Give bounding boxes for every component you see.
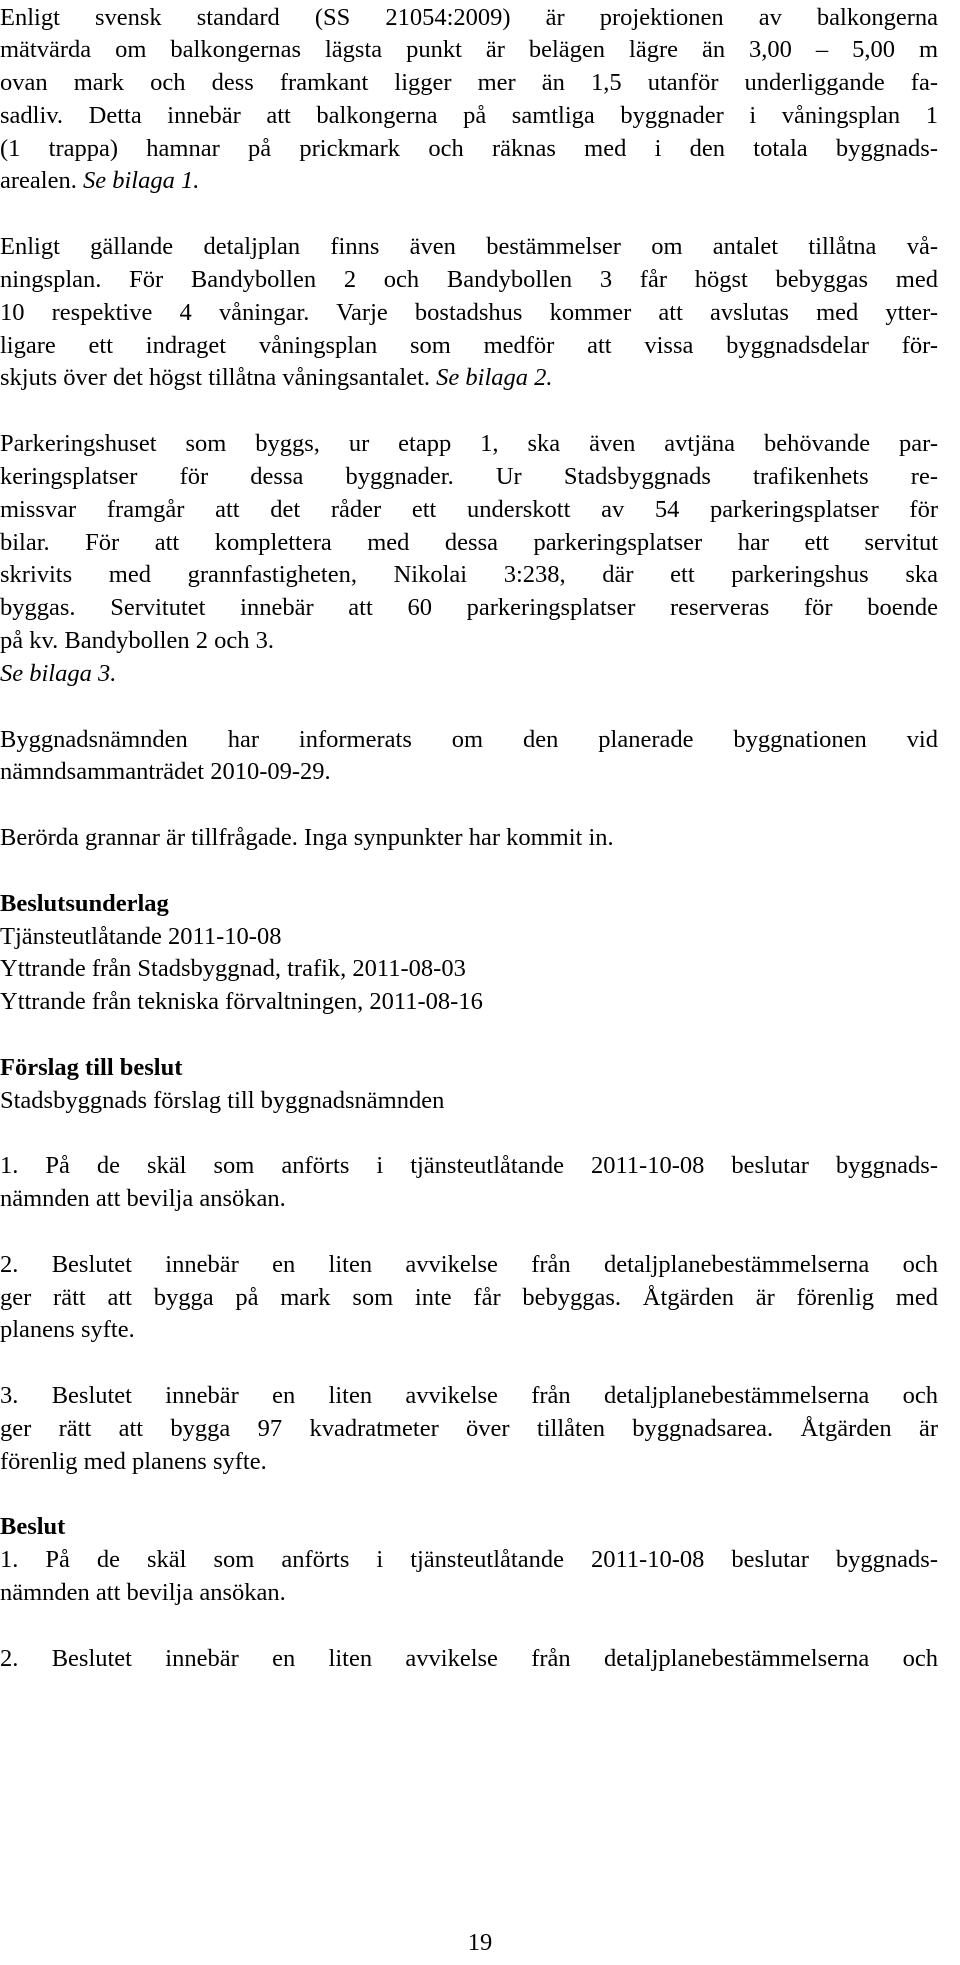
text-line bbox=[0, 360, 553, 397]
text-line bbox=[0, 163, 199, 200]
text-line: Berörda grannar är tillfrågade. Inga synpunkter har kommit in. bbox=[0, 824, 614, 851]
text-line: Stadsbyggnads förslag till byggnadsnämnden bbox=[0, 1087, 445, 1114]
text-line: 10 respektive 4 våningar. Varje bostadshus kommer att avslutas med ytter- bbox=[0, 299, 938, 326]
section-heading: Beslut bbox=[0, 1513, 66, 1540]
text-line: Enligt svensk standard (SS 21054:2009) är projektionen av balkongerna bbox=[0, 4, 938, 31]
text-run: skjuts över det högst tillåtna våningsantalet. bbox=[0, 364, 431, 391]
text-line: nämnden att bevilja ansökan. bbox=[0, 1579, 286, 1606]
attachment-reference: Se bilaga 2. bbox=[436, 364, 553, 391]
text-line: Byggnadsnämnden har informerats om den planerade byggnationen vid bbox=[0, 726, 938, 753]
text-line: ligare ett indraget våningsplan som medför att vissa byggnadsdelar för- bbox=[0, 332, 938, 359]
text-line: Yttrande från tekniska förvaltningen, 2011-08-16 bbox=[0, 988, 483, 1015]
section-heading: Förslag till beslut bbox=[0, 1054, 183, 1081]
text-line: Tjänsteutlåtande 2011-10-08 bbox=[0, 923, 282, 950]
text-line: byggas. Servitutet innebär att 60 parkeringsplatser reserveras för boende bbox=[0, 594, 938, 621]
text-line: Enligt gällande detaljplan finns även bestämmelser om antalet tillåtna vå- bbox=[0, 233, 938, 260]
text-line: ger rätt att bygga på mark som inte får bebyggas. Åtgärden är förenlig med bbox=[0, 1284, 938, 1311]
text-line: missvar framgår att det råder ett underskott av 54 parkeringsplatser för bbox=[0, 496, 938, 523]
text-line: 3. Beslutet innebär en liten avvikelse från detaljplanebestämmelserna och bbox=[0, 1382, 938, 1409]
text-line: skrivits med grannfastigheten, Nikolai 3:238, där ett parkeringshus ska bbox=[0, 561, 938, 588]
text-line: Yttrande från Stadsbyggnad, trafik, 2011-08-03 bbox=[0, 955, 466, 982]
text-line: ger rätt att bygga 97 kvadratmeter över tillåten byggnadsarea. Åtgärden är bbox=[0, 1415, 938, 1442]
text-line: keringsplatser för dessa byggnader. Ur Stadsbyggnads trafikenhets re- bbox=[0, 463, 938, 490]
text-line: Parkeringshuset som byggs, ur etapp 1, ska även avtjäna behövande par- bbox=[0, 430, 938, 457]
text-line: 2. Beslutet innebär en liten avvikelse från detaljplanebestämmelserna och bbox=[0, 1645, 938, 1672]
attachment-reference: Se bilaga 1. bbox=[82, 167, 200, 194]
text-line: planens syfte. bbox=[0, 1316, 135, 1343]
page-number: 19 bbox=[467, 1929, 493, 1956]
text-line: ningsplan. För Bandybollen 2 och Bandybollen 3 får högst bebyggas med bbox=[0, 266, 938, 293]
attachment-reference: Se bilaga 3. bbox=[0, 660, 117, 687]
text-line: sadliv. Detta innebär att balkongerna på samtliga byggnader i våningsplan 1 bbox=[0, 102, 938, 129]
text-line: förenlig med planens syfte. bbox=[0, 1448, 267, 1475]
text-line: mätvärda om balkongernas lägsta punkt är belägen lägre än 3,00 – 5,00 m bbox=[0, 36, 938, 63]
text-line: 1. På de skäl som anförts i tjänsteutlåtande 2011-10-08 beslutar byggnads- bbox=[0, 1546, 938, 1573]
text-line: ovan mark och dess framkant ligger mer än 1,5 utanför underliggande fa- bbox=[0, 69, 938, 96]
text-line: nämnden att bevilja ansökan. bbox=[0, 1185, 286, 1212]
text-line: nämndsammanträdet 2010-09-29. bbox=[0, 758, 331, 785]
text-line: (1 trappa) hamnar på prickmark och räknas med i den totala byggnads- bbox=[0, 135, 938, 162]
text-line: på kv. Bandybollen 2 och 3. bbox=[0, 627, 274, 654]
text-line: bilar. För att komplettera med dessa parkeringsplatser har ett servitut bbox=[0, 529, 938, 556]
text-run: arealen. bbox=[0, 167, 77, 194]
section-heading: Beslutsunderlag bbox=[0, 890, 169, 917]
text-line: 1. På de skäl som anförts i tjänsteutlåtande 2011-10-08 beslutar byggnads- bbox=[0, 1152, 938, 1179]
text-line: 2. Beslutet innebär en liten avvikelse från detaljplanebestämmelserna och bbox=[0, 1251, 938, 1278]
